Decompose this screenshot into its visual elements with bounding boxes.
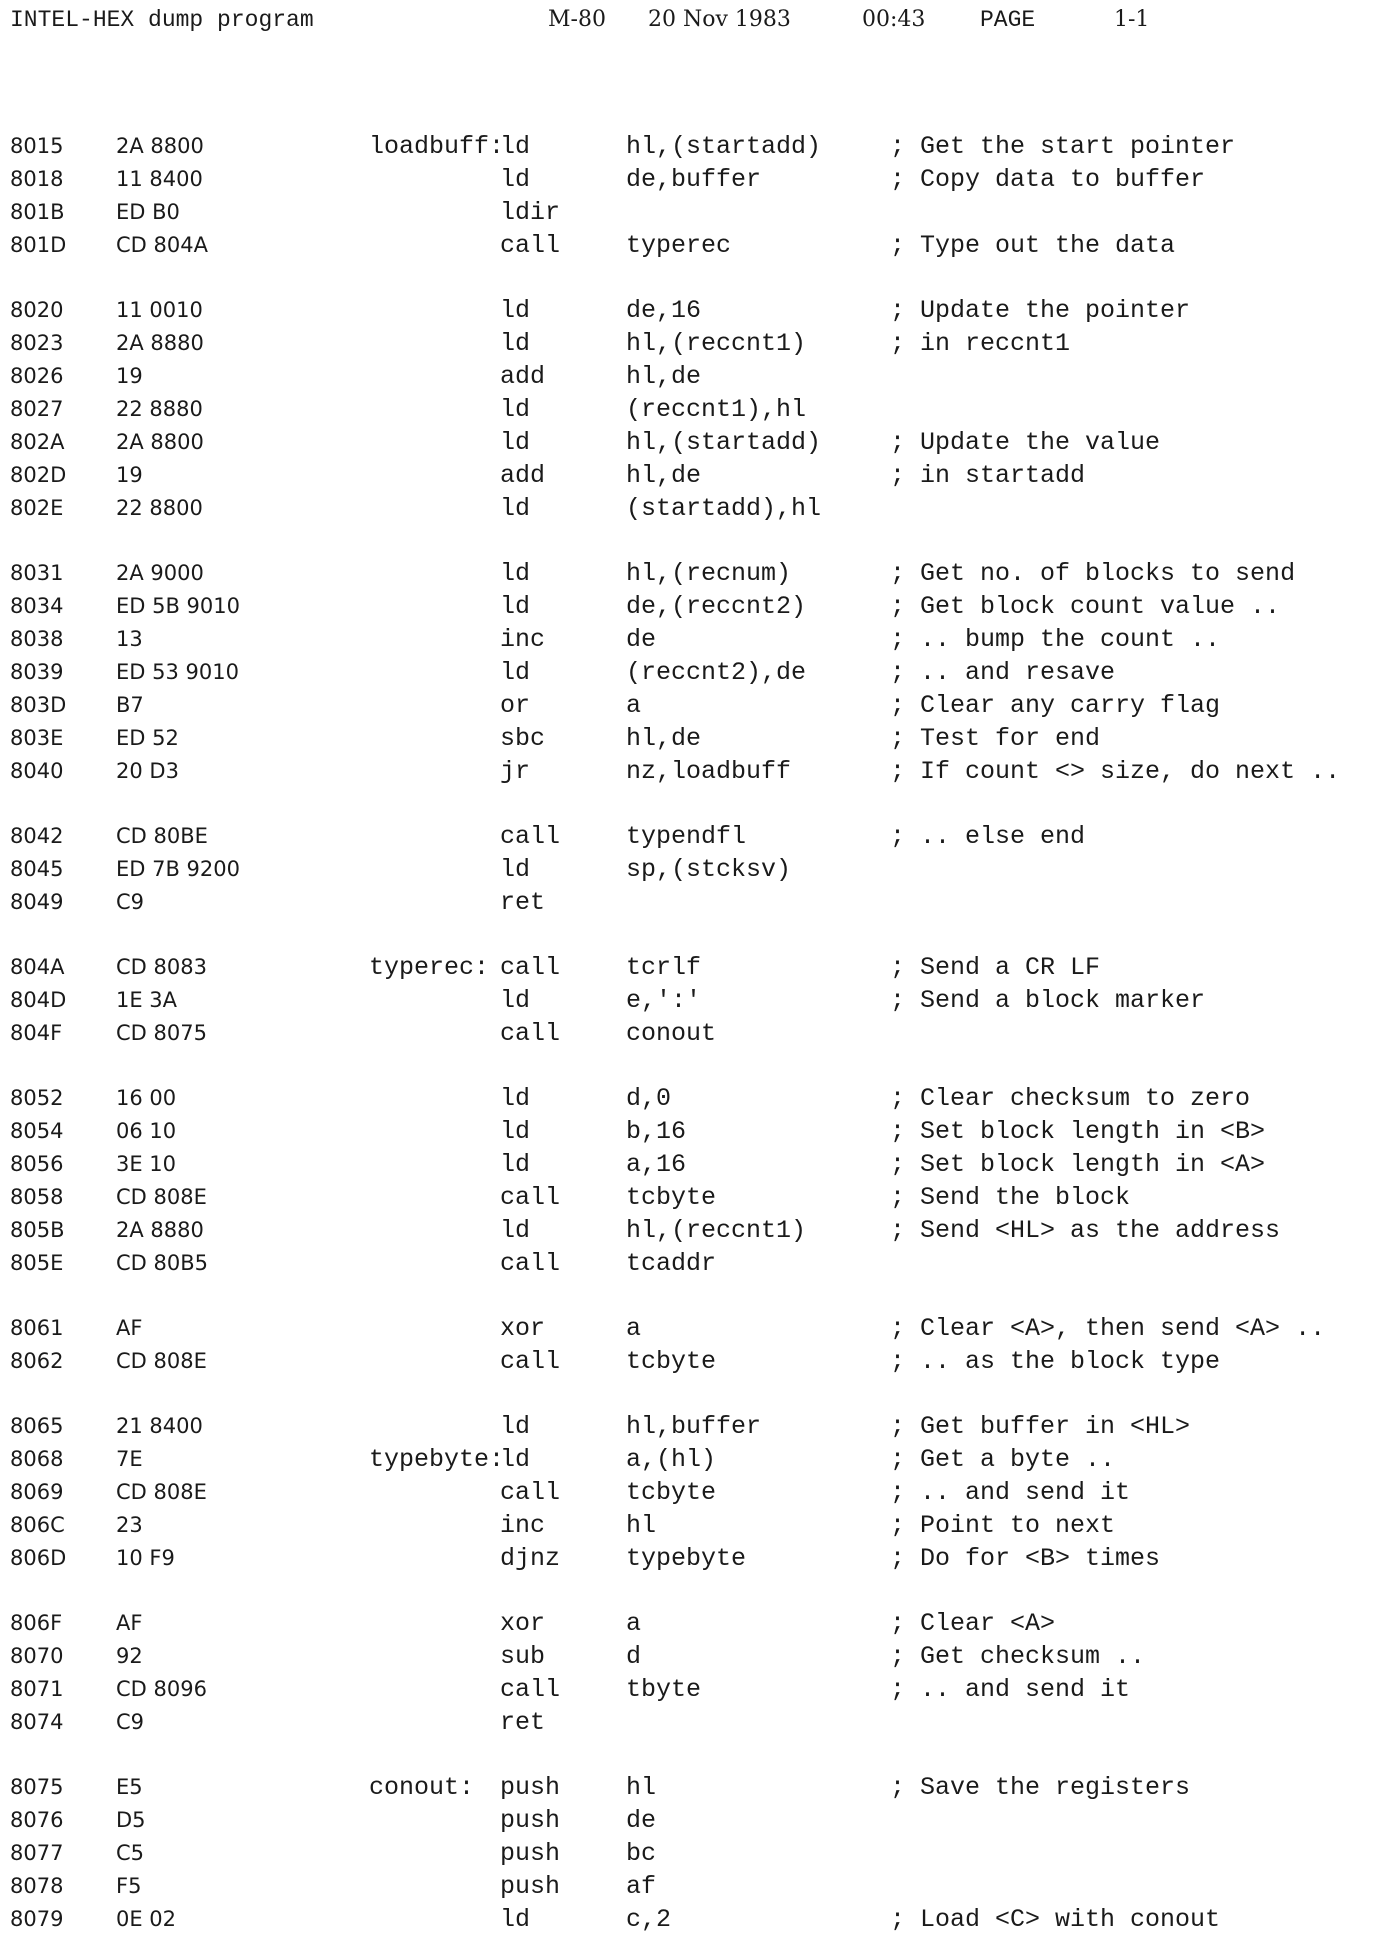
listing-line <box>0 1607 1382 1640</box>
listing-line <box>0 1640 1382 1673</box>
hex-bytes: 23 <box>116 1513 143 1537</box>
hex-bytes: 11 8400 <box>116 167 203 191</box>
hex-bytes: CD 808E <box>116 1185 207 1209</box>
listing-line <box>0 1706 1382 1739</box>
address: 803E <box>10 726 64 750</box>
hex-bytes: C9 <box>116 890 145 914</box>
mnemonic: add <box>500 362 546 391</box>
operand: tcaddr <box>626 1249 717 1278</box>
hex-bytes: ED 5B 9010 <box>116 594 241 618</box>
mnemonic: call <box>500 1347 561 1376</box>
listing-line <box>0 820 1382 853</box>
listing-line <box>0 163 1382 196</box>
comment: ; Do for <B> times <box>890 1544 1161 1573</box>
operand: tbyte <box>626 1675 702 1704</box>
listing-line <box>0 853 1382 886</box>
hex-bytes: CD 804A <box>116 233 208 257</box>
listing-line <box>0 1870 1382 1903</box>
comment: ; Send the block <box>890 1183 1131 1212</box>
operand: (reccnt1),hl <box>626 395 807 424</box>
operand: a <box>626 691 642 720</box>
header-assembler: M-80 <box>548 7 606 32</box>
mnemonic: ld <box>500 1117 531 1146</box>
address: 8027 <box>10 397 64 421</box>
mnemonic: ld <box>500 559 531 588</box>
listing-line <box>0 951 1382 984</box>
listing-line <box>0 492 1382 525</box>
hex-bytes: 11 0010 <box>116 298 203 322</box>
listing-line <box>0 1115 1382 1148</box>
mnemonic: ld <box>500 1905 531 1934</box>
operand: b,16 <box>626 1117 687 1146</box>
comment: ; Send a CR LF <box>890 953 1101 982</box>
comment: ; .. and send it <box>890 1478 1131 1507</box>
comment: ; Update the value <box>890 428 1161 457</box>
mnemonic: push <box>500 1773 561 1802</box>
mnemonic: ld <box>500 296 531 325</box>
address: 802A <box>10 430 65 454</box>
operand: de <box>626 625 657 654</box>
comment: ; .. and resave <box>890 658 1116 687</box>
mnemonic: call <box>500 231 561 260</box>
address: 8074 <box>10 1710 64 1734</box>
operand: nz,loadbuff <box>626 757 792 786</box>
operand: (reccnt2),de <box>626 658 807 687</box>
address: 8077 <box>10 1841 64 1865</box>
comment: ; Clear <A> <box>890 1609 1056 1638</box>
hex-bytes: ED B0 <box>116 200 180 224</box>
mnemonic: ld <box>500 1150 531 1179</box>
operand: hl,(reccnt1) <box>626 1216 807 1245</box>
listing-line <box>0 886 1382 919</box>
mnemonic: push <box>500 1806 561 1835</box>
listing-line <box>0 984 1382 1017</box>
comment: ; Clear <A>, then send <A> .. <box>890 1314 1326 1343</box>
operand: hl,buffer <box>626 1412 762 1441</box>
address: 8052 <box>10 1086 64 1110</box>
header-time: 00:43 <box>862 7 926 32</box>
hex-bytes: C9 <box>116 1710 145 1734</box>
comment: ; Get block count value .. <box>890 592 1281 621</box>
hex-bytes: 3E 10 <box>116 1152 177 1176</box>
listing-line <box>0 294 1382 327</box>
hex-bytes: ED 52 <box>116 726 179 750</box>
label: conout: <box>369 1773 475 1802</box>
mnemonic: ld <box>500 1445 531 1474</box>
listing-line <box>0 1017 1382 1050</box>
address: 802D <box>10 463 67 487</box>
comment: ; Get a byte .. <box>890 1445 1116 1474</box>
operand: tcbyte <box>626 1183 717 1212</box>
hex-bytes: AF <box>116 1611 143 1635</box>
operand: de <box>626 1806 657 1835</box>
mnemonic: call <box>500 1478 561 1507</box>
address: 8018 <box>10 167 64 191</box>
hex-bytes: 16 00 <box>116 1086 177 1110</box>
listing-line <box>0 1214 1382 1247</box>
header-page-number: 1-1 <box>1114 7 1150 32</box>
comment: ; Save the registers <box>890 1773 1191 1802</box>
address: 8020 <box>10 298 64 322</box>
mnemonic: ld <box>500 395 531 424</box>
listing-line <box>0 1542 1382 1575</box>
listing-line <box>0 722 1382 755</box>
listing-line <box>0 1345 1382 1378</box>
mnemonic: ld <box>500 428 531 457</box>
address: 805B <box>10 1218 65 1242</box>
operand: typebyte <box>626 1544 747 1573</box>
address: 806F <box>10 1611 63 1635</box>
comment: ; If count <> size, do next .. <box>890 757 1341 786</box>
mnemonic: ret <box>500 888 546 917</box>
comment: ; Get the start pointer <box>890 132 1236 161</box>
operand: a <box>626 1314 642 1343</box>
mnemonic: ld <box>500 986 531 1015</box>
listing-line <box>0 459 1382 492</box>
hex-bytes: CD 808E <box>116 1480 207 1504</box>
address: 8069 <box>10 1480 64 1504</box>
hex-bytes: 7E <box>116 1447 143 1471</box>
hex-bytes: CD 8096 <box>116 1677 207 1701</box>
operand: hl,de <box>626 724 702 753</box>
mnemonic: ld <box>500 1216 531 1245</box>
address: 806C <box>10 1513 65 1537</box>
mnemonic: ld <box>500 855 531 884</box>
operand: e,':' <box>626 986 702 1015</box>
mnemonic: ldir <box>500 198 561 227</box>
operand: d <box>626 1642 642 1671</box>
comment: ; .. else end <box>890 822 1086 851</box>
operand: hl,(reccnt1) <box>626 329 807 358</box>
listing-line <box>0 1837 1382 1870</box>
address: 8023 <box>10 331 64 355</box>
label: loadbuff: <box>369 132 505 161</box>
listing-line <box>0 393 1382 426</box>
address: 801B <box>10 200 65 224</box>
hex-bytes: 22 8880 <box>116 397 203 421</box>
address: 8056 <box>10 1152 64 1176</box>
address: 8058 <box>10 1185 64 1209</box>
operand: typendfl <box>626 822 747 851</box>
mnemonic: push <box>500 1839 561 1868</box>
listing-line <box>0 1771 1382 1804</box>
listing-line <box>0 1082 1382 1115</box>
hex-bytes: ED 53 9010 <box>116 660 239 684</box>
mnemonic: add <box>500 461 546 490</box>
address: 804A <box>10 955 65 979</box>
address: 8068 <box>10 1447 64 1471</box>
mnemonic: ret <box>500 1708 546 1737</box>
hex-bytes: 2A 8800 <box>116 430 204 454</box>
listing-line <box>0 1509 1382 1542</box>
address: 8079 <box>10 1907 64 1931</box>
comment: ; Send <HL> as the address <box>890 1216 1281 1245</box>
hex-bytes: E5 <box>116 1775 143 1799</box>
address: 8042 <box>10 824 64 848</box>
listing-line <box>0 1673 1382 1706</box>
address: 801D <box>10 233 67 257</box>
mnemonic: or <box>500 691 531 720</box>
hex-bytes: CD 808E <box>116 1349 207 1373</box>
hex-bytes: 22 8800 <box>116 496 203 520</box>
address: 806D <box>10 1546 67 1570</box>
hex-bytes: 19 <box>116 364 143 388</box>
hex-bytes: 13 <box>116 627 143 651</box>
hex-bytes: ED 7B 9200 <box>116 857 241 881</box>
hex-bytes: 2A 8880 <box>116 1218 204 1242</box>
mnemonic: call <box>500 1183 561 1212</box>
operand: conout <box>626 1019 717 1048</box>
listing-line <box>0 1410 1382 1443</box>
hex-bytes: 0E 02 <box>116 1907 177 1931</box>
label: typebyte: <box>369 1445 505 1474</box>
comment: ; Test for end <box>890 724 1101 753</box>
operand: a,16 <box>626 1150 687 1179</box>
hex-bytes: C5 <box>116 1841 145 1865</box>
header-title: INTEL-HEX dump program <box>10 7 314 33</box>
comment: ; Get no. of blocks to send <box>890 559 1296 588</box>
listing-line <box>0 1148 1382 1181</box>
mnemonic: call <box>500 1675 561 1704</box>
hex-bytes: CD 80BE <box>116 824 208 848</box>
mnemonic: call <box>500 953 561 982</box>
operand: de,(reccnt2) <box>626 592 807 621</box>
hex-bytes: 06 10 <box>116 1119 177 1143</box>
mnemonic: call <box>500 822 561 851</box>
hex-bytes: 2A 8800 <box>116 134 204 158</box>
operand: hl,(startadd) <box>626 428 822 457</box>
comment: ; Load <C> with conout <box>890 1905 1221 1934</box>
mnemonic: ld <box>500 132 531 161</box>
mnemonic: djnz <box>500 1544 561 1573</box>
mnemonic: ld <box>500 1412 531 1441</box>
comment: ; Get checksum .. <box>890 1642 1146 1671</box>
comment: ; Get buffer in <HL> <box>890 1412 1191 1441</box>
comment: ; Clear checksum to zero <box>890 1084 1251 1113</box>
operand: bc <box>626 1839 657 1868</box>
operand: de,buffer <box>626 165 762 194</box>
hex-bytes: CD 8075 <box>116 1021 207 1045</box>
comment: ; .. and send it <box>890 1675 1131 1704</box>
hex-bytes: CD 80B5 <box>116 1251 208 1275</box>
listing-line <box>0 426 1382 459</box>
listing-line <box>0 196 1382 229</box>
address: 8061 <box>10 1316 64 1340</box>
listing-line <box>0 1804 1382 1837</box>
hex-bytes: AF <box>116 1316 143 1340</box>
listing-line <box>0 590 1382 623</box>
address: 8038 <box>10 627 64 651</box>
listing-line <box>0 327 1382 360</box>
mnemonic: ld <box>500 165 531 194</box>
address: 804F <box>10 1021 63 1045</box>
mnemonic: sub <box>500 1642 546 1671</box>
address: 8076 <box>10 1808 64 1832</box>
operand: tcbyte <box>626 1478 717 1507</box>
address: 8054 <box>10 1119 64 1143</box>
mnemonic: jr <box>500 757 531 786</box>
comment: ; Update the pointer <box>890 296 1191 325</box>
operand: hl,de <box>626 461 702 490</box>
address: 8065 <box>10 1414 64 1438</box>
operand: (startadd),hl <box>626 494 822 523</box>
comment: ; in startadd <box>890 461 1086 490</box>
listing-line <box>0 557 1382 590</box>
address: 8078 <box>10 1874 64 1898</box>
listing-line <box>0 656 1382 689</box>
mnemonic: xor <box>500 1314 546 1343</box>
hex-bytes: CD 8083 <box>116 955 207 979</box>
listing-line <box>0 360 1382 393</box>
comment: ; Point to next <box>890 1511 1116 1540</box>
operand: hl <box>626 1773 657 1802</box>
mnemonic: ld <box>500 329 531 358</box>
operand: af <box>626 1872 657 1901</box>
operand: hl,de <box>626 362 702 391</box>
comment: ; Send a block marker <box>890 986 1206 1015</box>
comment: ; in reccnt1 <box>890 329 1071 358</box>
mnemonic: inc <box>500 1511 546 1540</box>
address: 8070 <box>10 1644 64 1668</box>
listing-line <box>0 689 1382 722</box>
operand: typerec <box>626 231 732 260</box>
mnemonic: sbc <box>500 724 546 753</box>
operand: c,2 <box>626 1905 672 1934</box>
comment: ; Type out the data <box>890 231 1176 260</box>
hex-bytes: F5 <box>116 1874 142 1898</box>
hex-bytes: 2A 9000 <box>116 561 204 585</box>
address: 8039 <box>10 660 64 684</box>
address: 8062 <box>10 1349 64 1373</box>
operand: de,16 <box>626 296 702 325</box>
hex-bytes: 2A 8880 <box>116 331 204 355</box>
listing-line <box>0 1181 1382 1214</box>
operand: sp,(stcksv) <box>626 855 792 884</box>
label: typerec: <box>369 953 490 982</box>
operand: a,(hl) <box>626 1445 717 1474</box>
listing-line <box>0 623 1382 656</box>
mnemonic: inc <box>500 625 546 654</box>
address: 8075 <box>10 1775 64 1799</box>
mnemonic: ld <box>500 494 531 523</box>
listing-line <box>0 1476 1382 1509</box>
comment: ; Set block length in <B> <box>890 1117 1266 1146</box>
mnemonic: ld <box>500 1084 531 1113</box>
operand: tcbyte <box>626 1347 717 1376</box>
listing-line <box>0 1247 1382 1280</box>
operand: tcrlf <box>626 953 702 982</box>
address: 805E <box>10 1251 64 1275</box>
operand: a <box>626 1609 642 1638</box>
header-page-label: PAGE <box>980 7 1036 33</box>
hex-bytes: 92 <box>116 1644 143 1668</box>
comment: ; .. as the block type <box>890 1347 1221 1376</box>
operand: hl,(startadd) <box>626 132 822 161</box>
comment: ; .. bump the count .. <box>890 625 1221 654</box>
hex-bytes: 20 D3 <box>116 759 179 783</box>
address: 8026 <box>10 364 64 388</box>
listing-line <box>0 229 1382 262</box>
mnemonic: ld <box>500 592 531 621</box>
mnemonic: call <box>500 1249 561 1278</box>
comment: ; Copy data to buffer <box>890 165 1206 194</box>
mnemonic: ld <box>500 658 531 687</box>
address: 804D <box>10 988 67 1012</box>
hex-bytes: B7 <box>116 693 144 717</box>
listing-line <box>0 755 1382 788</box>
address: 8034 <box>10 594 64 618</box>
comment: ; Clear any carry flag <box>890 691 1221 720</box>
address: 8049 <box>10 890 64 914</box>
comment: ; Set block length in <A> <box>890 1150 1266 1179</box>
listing-line <box>0 1443 1382 1476</box>
address: 8045 <box>10 857 64 881</box>
address: 8040 <box>10 759 64 783</box>
address: 802E <box>10 496 64 520</box>
address: 8071 <box>10 1677 64 1701</box>
listing-line <box>0 1312 1382 1345</box>
address: 803D <box>10 693 67 717</box>
operand: hl <box>626 1511 657 1540</box>
mnemonic: xor <box>500 1609 546 1638</box>
header-date: 20 Nov 1983 <box>648 7 791 32</box>
hex-bytes: 10 F9 <box>116 1546 175 1570</box>
listing-line <box>0 130 1382 163</box>
mnemonic: push <box>500 1872 561 1901</box>
operand: hl,(recnum) <box>626 559 792 588</box>
mnemonic: call <box>500 1019 561 1048</box>
operand: d,0 <box>626 1084 672 1113</box>
hex-bytes: 1E 3A <box>116 988 178 1012</box>
hex-bytes: 19 <box>116 463 143 487</box>
address: 8031 <box>10 561 64 585</box>
hex-bytes: D5 <box>116 1808 146 1832</box>
listing-line <box>0 1903 1382 1936</box>
hex-bytes: 21 8400 <box>116 1414 203 1438</box>
address: 8015 <box>10 134 64 158</box>
